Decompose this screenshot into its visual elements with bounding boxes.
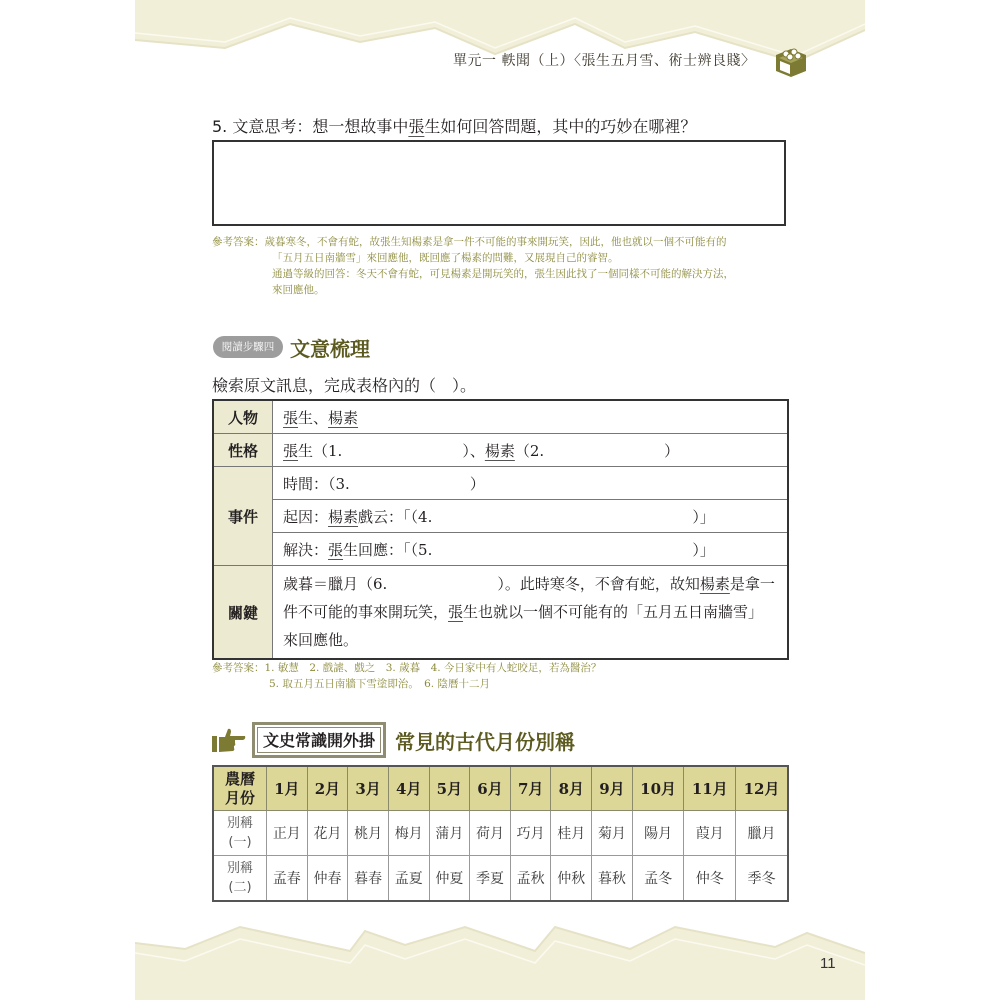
table-cell: 正月: [267, 811, 308, 856]
reference-answer-1: [212, 234, 792, 298]
table-cell: 仲秋: [551, 856, 592, 902]
reference-answer-line: 通過等級的回答：冬天不會有蛇，可見楊素是開玩笑的，張生因此找了一個同樣不可能的解決方法，: [272, 268, 734, 280]
month-header: 10月: [632, 766, 684, 811]
table-cell: 暮春: [348, 856, 389, 902]
table-cell: 陽月: [632, 811, 684, 856]
reference-answer-2: [212, 660, 792, 692]
month-header: 1月: [267, 766, 308, 811]
month-header: 9月: [592, 766, 633, 811]
row-header-key: 關鍵: [213, 566, 273, 660]
reference-answer-line: 參考答案：歲暮寒冬，不會有蛇，故張生知楊素是拿一件不可能的事來開玩笑，因此，他也就以一個不可能有的: [212, 236, 727, 248]
cause-cell[interactable]: 起因：楊素戲云：「（4. ）」: [273, 500, 789, 533]
pointing-hand-icon: [212, 727, 246, 753]
reference-answer-line: 5. 取五月五日南牆下雪塗即治。 6. 陰曆十二月: [269, 678, 490, 690]
table-row: [213, 533, 788, 566]
table-cell: 蒲月: [429, 811, 470, 856]
month-header: 4月: [388, 766, 429, 811]
name-zhang-underlined: 張: [408, 117, 425, 136]
row-header-alias-1: 別稱 (一): [213, 811, 267, 856]
table-cell: 梅月: [388, 811, 429, 856]
solution-cell[interactable]: 解決：張生回應：「（5. ）」: [273, 533, 789, 566]
table-cell: 孟春: [267, 856, 308, 902]
step-title: 文意梳理: [290, 337, 370, 361]
reference-answer-line: 參考答案：1. 敏慧 2. 戲謔、戲之 3. 歲暮 4. 今日家中有人蛇咬足，若為醫治？: [212, 662, 602, 674]
bottom-decoration: [135, 905, 865, 1000]
table-row: [213, 856, 788, 902]
instruction: 檢索原文訊息，完成表格內的（ ）。: [212, 376, 477, 395]
table-row: [213, 500, 788, 533]
extension-title: 常見的古代月份別稱: [395, 730, 575, 754]
month-header: 2月: [307, 766, 348, 811]
answer-box[interactable]: [212, 140, 786, 226]
table-row: [213, 467, 788, 500]
row-header-events: 事件: [213, 467, 273, 566]
table-cell: 仲春: [307, 856, 348, 902]
row-header-characters: 人物: [213, 400, 273, 434]
month-header: 7月: [510, 766, 551, 811]
table-cell: 仲冬: [684, 856, 736, 902]
row-header-alias-2: 別稱 (二): [213, 856, 267, 902]
table-cell: 臘月: [736, 811, 788, 856]
table-row: [213, 434, 788, 467]
table-cell: 孟秋: [510, 856, 551, 902]
reference-answer-line: 「五月五日南牆雪」來回應他，既回應了楊素的問難，又展現自己的睿智。: [272, 252, 619, 264]
table-cell: 暮秋: [592, 856, 633, 902]
month-header: 5月: [429, 766, 470, 811]
row-header-personality: 性格: [213, 434, 273, 467]
characters-cell: 張生、楊素: [273, 400, 789, 434]
story-table: [212, 399, 789, 660]
table-cell: 孟冬: [632, 856, 684, 902]
month-header: 6月: [470, 766, 511, 811]
time-cell[interactable]: 時間：（3. ）: [273, 467, 789, 500]
table-cell: 季夏: [470, 856, 511, 902]
table-header-row: [213, 766, 788, 811]
personality-cell[interactable]: 張生（1. ）、楊素（2. ）: [273, 434, 789, 467]
table-cell: 花月: [307, 811, 348, 856]
reference-answer-line: 來回應他。: [272, 284, 325, 296]
corner-header: 農曆 月份: [213, 766, 267, 811]
table-row: [213, 811, 788, 856]
extension-badge: 文史常識開外掛: [252, 722, 386, 758]
table-cell: 桃月: [348, 811, 389, 856]
key-cell[interactable]: 歲暮＝臘月（6. ）。此時寒冬，不會有蛇，故知楊素是拿一件不可能的事來開玩笑，張生也就以一個不可能有的「五月五日南牆雪」來回應他。: [273, 566, 789, 660]
step-badge: 閱讀步驟四: [213, 336, 283, 358]
page-number: 11: [820, 955, 836, 972]
month-header: 3月: [348, 766, 389, 811]
table-cell: 桂月: [551, 811, 592, 856]
month-header: 11月: [684, 766, 736, 811]
table-cell: 巧月: [510, 811, 551, 856]
table-row: [213, 400, 788, 434]
building-block-icon: [772, 43, 810, 79]
unit-title: 單元一 軼聞（上）〈張生五月雪、術士辨良賤〉: [453, 53, 756, 69]
month-header: 12月: [736, 766, 788, 811]
table-cell: 季冬: [736, 856, 788, 902]
table-cell: 葭月: [684, 811, 736, 856]
table-cell: 孟夏: [388, 856, 429, 902]
months-table: [212, 765, 789, 902]
question-5-title: 5. 文意思考：想一想故事中張生如何回答問題，其中的巧妙在哪裡？: [212, 117, 697, 136]
table-cell: 仲夏: [429, 856, 470, 902]
table-row: [213, 566, 788, 660]
month-header: 8月: [551, 766, 592, 811]
table-cell: 菊月: [592, 811, 633, 856]
table-cell: 荷月: [470, 811, 511, 856]
